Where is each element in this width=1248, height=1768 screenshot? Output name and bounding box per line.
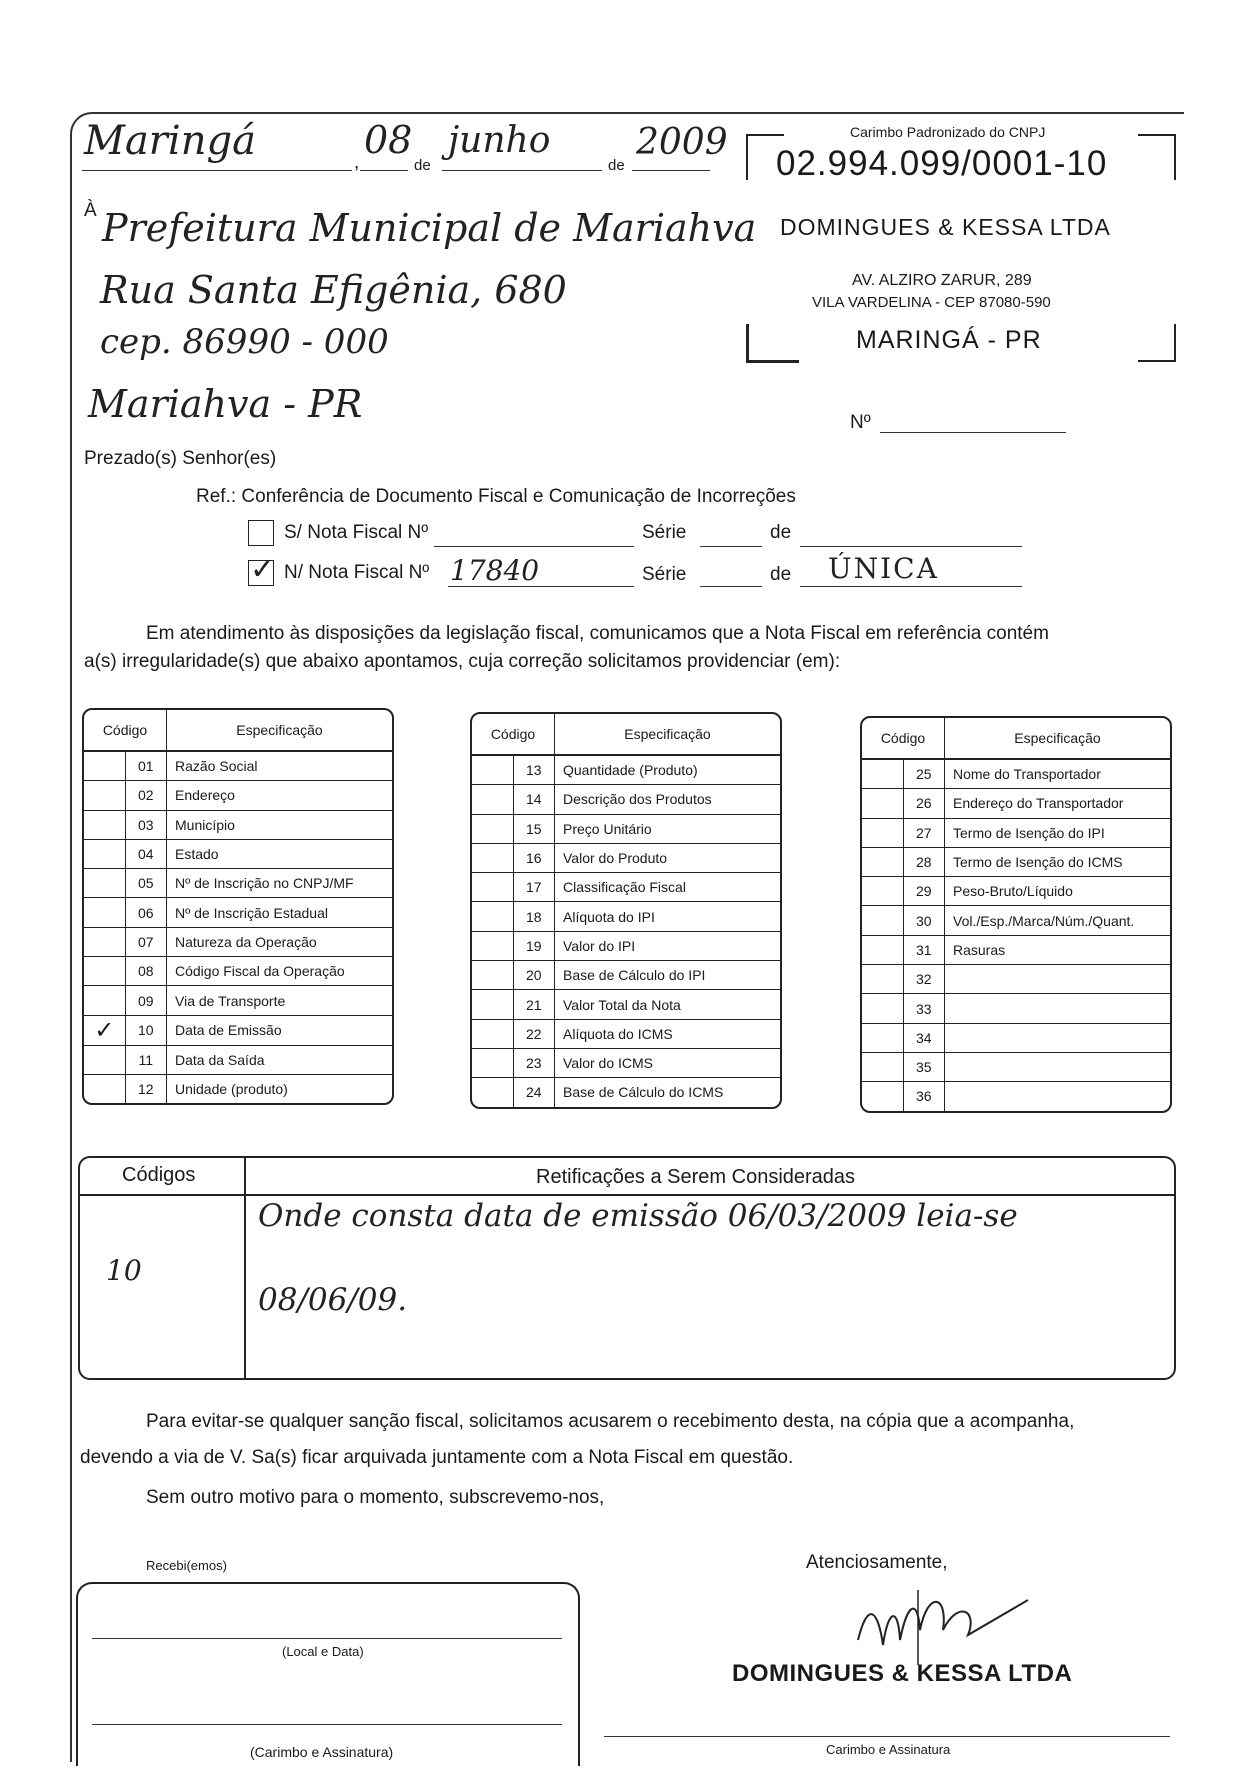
- codes-table-1: [82, 708, 394, 1105]
- retificacoes-divider-v: [244, 1158, 246, 1378]
- row-code: 10: [126, 1016, 168, 1046]
- n-nota-fiscal-serie-line: [700, 586, 762, 587]
- row-code: 16: [514, 844, 556, 873]
- s-nota-fiscal-number-line: [434, 546, 634, 547]
- receipt-local-data: (Local e Data): [282, 1644, 364, 1659]
- s-nota-fiscal-de-line: [800, 546, 1022, 547]
- table-row: [472, 844, 780, 873]
- row-code: 01: [126, 752, 168, 781]
- city-handwritten: Maringá: [84, 118, 256, 164]
- row-check-cell: [862, 936, 904, 965]
- s-nota-fiscal-serie-line: [700, 546, 762, 547]
- date-de-1: de: [414, 157, 431, 174]
- retificacoes-line-2: 08/06/09.: [258, 1282, 408, 1318]
- row-code: 20: [514, 961, 556, 990]
- row-code: 21: [514, 990, 556, 1019]
- row-check-cell: [472, 1049, 514, 1078]
- day-line: [360, 170, 408, 171]
- row-specification: Termo de Isenção do ICMS: [945, 848, 1170, 877]
- recipient-line-2: Rua Santa Efigênia, 680: [100, 268, 567, 312]
- n-nota-fiscal-de-value: ÚNICA: [828, 552, 939, 585]
- row-code: 29: [904, 877, 946, 906]
- table-row: [862, 819, 1170, 848]
- row-code: 31: [904, 936, 946, 965]
- row-code: 24: [514, 1078, 556, 1106]
- row-check-cell: [862, 819, 904, 848]
- numero-line: [880, 432, 1066, 433]
- row-check-cell: [472, 873, 514, 902]
- row-code: 07: [126, 928, 168, 957]
- table-row: [472, 961, 780, 990]
- row-code: 02: [126, 781, 168, 810]
- row-check-cell: [472, 756, 514, 785]
- table-row: [472, 1020, 780, 1049]
- receipt-local-line: [92, 1638, 562, 1639]
- table-row: [862, 1082, 1170, 1110]
- row-code: 05: [126, 869, 168, 898]
- row-specification: Rasuras: [945, 936, 1170, 965]
- row-check-cell: [472, 1078, 514, 1106]
- city-line: [82, 170, 352, 171]
- row-specification: Base de Cálculo do ICMS: [563, 1084, 724, 1101]
- recipient-line-1: Prefeitura Municipal de Mariahva: [102, 206, 757, 250]
- row-specification: Natureza da Operação: [167, 928, 392, 957]
- receipt-carimbo-line: [92, 1724, 562, 1725]
- row-specification: Município: [167, 811, 392, 840]
- row-specification: Classificação Fiscal: [555, 873, 780, 902]
- retificacoes-line-1: Onde consta data de emissão 06/03/2009 leia-se: [258, 1198, 1018, 1234]
- recipient-a-label: À: [84, 200, 97, 221]
- month-handwritten: junho: [448, 120, 551, 161]
- n-nota-fiscal-number: 17840: [450, 554, 540, 587]
- row-specification: Nº de Inscrição Estadual: [167, 898, 392, 927]
- row-specification: Data da Saída: [167, 1046, 392, 1075]
- row-check-cell: [862, 994, 904, 1023]
- spec-header: Especificação: [945, 718, 1170, 760]
- code-header: Código: [472, 714, 555, 756]
- row-check-cell: [472, 1020, 514, 1049]
- row-code: 13: [514, 756, 556, 785]
- signature-carimbo: Carimbo e Assinatura: [826, 1742, 951, 1757]
- row-specification: Endereço: [167, 781, 392, 810]
- retificacoes-code: 10: [106, 1254, 142, 1287]
- table-row: [84, 1016, 392, 1046]
- row-code: 14: [514, 785, 556, 814]
- year-handwritten: 2009: [636, 122, 728, 163]
- table-row: [862, 1024, 1170, 1053]
- row-code: 03: [126, 811, 168, 840]
- table-row: [862, 789, 1170, 818]
- recipient-line-4: Mariahva - PR: [88, 382, 363, 426]
- receipt-box: [76, 1582, 580, 1766]
- table-row: [84, 781, 392, 810]
- row-check-cell: [84, 898, 126, 927]
- stamp-company: DOMINGUES & KESSA LTDA: [780, 214, 1111, 240]
- table-row: [472, 815, 780, 844]
- row-code: 35: [904, 1053, 946, 1082]
- row-check-cell: [472, 902, 514, 931]
- row-specification: Quantidade (Produto): [555, 756, 780, 785]
- row-code: 18: [514, 902, 556, 931]
- table-row: [472, 902, 780, 931]
- row-check-cell: [84, 840, 126, 869]
- stamp-address-1: AV. ALZIRO ZARUR, 289: [852, 272, 1032, 289]
- row-check-cell: [84, 781, 126, 810]
- spec-header: Especificação: [167, 710, 392, 752]
- table-row: [472, 756, 780, 785]
- row-check-cell: [84, 1046, 126, 1075]
- row-specification: Alíquota do ICMS: [555, 1020, 780, 1049]
- stamp-corner-tr: [1138, 134, 1176, 180]
- row-check-cell: [84, 928, 126, 957]
- receipt-carimbo: (Carimbo e Assinatura): [250, 1744, 394, 1760]
- code-header: Código: [862, 718, 945, 760]
- row-check-cell: [84, 1075, 126, 1103]
- row-specification: Via de Transporte: [167, 986, 392, 1015]
- row-code: 06: [126, 898, 168, 927]
- row-code: 26: [904, 789, 946, 818]
- row-code: 33: [904, 994, 946, 1023]
- row-specification: Endereço do Transportador: [945, 789, 1170, 818]
- row-specification: [945, 994, 1170, 1023]
- reference-line: Ref.: Conferência de Documento Fiscal e Comunicação de Incorreções: [196, 486, 796, 507]
- row-specification: Razão Social: [167, 752, 392, 781]
- code-header: Código: [84, 710, 167, 752]
- stamp-caption: Carimbo Padronizado do CNPJ: [850, 124, 1046, 140]
- row-check-cell: [862, 1053, 904, 1082]
- intro-line-2: a(s) irregularidade(s) que abaixo apontamos, cuja correção solicitamos providenciar (em):: [84, 651, 841, 672]
- row-specification: Nº de Inscrição no CNPJ/MF: [167, 869, 392, 898]
- row-check-cell: [862, 760, 904, 789]
- table-row: [84, 928, 392, 957]
- table-row: [84, 898, 392, 927]
- row-specification: Valor Total da Nota: [555, 990, 780, 1019]
- row-code: 08: [126, 957, 168, 986]
- row-specification: Estado: [167, 840, 392, 869]
- n-nota-fiscal-de-label: de: [770, 564, 792, 585]
- row-specification: [945, 965, 1170, 994]
- table-row: [84, 957, 392, 986]
- salutation: Prezado(s) Senhor(es): [84, 448, 277, 469]
- row-code: 17: [514, 873, 556, 902]
- table-row: [84, 869, 392, 898]
- n-nota-fiscal-serie-label: Série: [642, 564, 687, 585]
- row-check-cell: [84, 869, 126, 898]
- table-row: [862, 906, 1170, 935]
- row-check-cell: [862, 789, 904, 818]
- table-row: [84, 752, 392, 781]
- n-nota-fiscal-number-line: [448, 586, 634, 587]
- cnpj-stamp: [740, 118, 1180, 368]
- table-row: [862, 848, 1170, 877]
- day-handwritten: 08: [364, 118, 413, 162]
- table-row: [862, 760, 1170, 789]
- row-code: 12: [126, 1075, 168, 1103]
- year-line: [632, 170, 710, 171]
- table-row: [472, 1078, 780, 1106]
- row-code: 23: [514, 1049, 556, 1078]
- row-check-cell: [862, 848, 904, 877]
- table-row: [472, 873, 780, 902]
- retificacoes-codes-header: Códigos: [122, 1164, 196, 1186]
- row-check-cell: [862, 965, 904, 994]
- row-code: 32: [904, 965, 946, 994]
- closing-line-2: devendo a via de V. Sa(s) ficar arquivada juntamente com a Nota Fiscal em questão.: [80, 1447, 794, 1468]
- row-check-cell: [862, 1024, 904, 1053]
- row-specification: Vol./Esp./Marca/Núm./Quant.: [945, 906, 1170, 935]
- retificacoes-title: Retificações a Serem Consideradas: [536, 1166, 856, 1188]
- row-specification: [945, 1082, 1170, 1110]
- row-code: 11: [126, 1046, 168, 1075]
- recipient-line-3: cep. 86990 - 000: [100, 322, 389, 362]
- table-row: [84, 1046, 392, 1075]
- n-nota-fiscal-check-mark: ✓: [250, 552, 276, 587]
- row-code: 30: [904, 906, 946, 935]
- table-row: [84, 1075, 392, 1103]
- table-row: [472, 932, 780, 961]
- row-specification: Descrição dos Produtos: [555, 785, 780, 814]
- row-check-cell: [862, 906, 904, 935]
- table-row: [84, 986, 392, 1015]
- row-check-cell: ✓: [84, 1016, 126, 1046]
- retificacoes-divider-h: [80, 1194, 1174, 1196]
- codes-table-3: [860, 716, 1172, 1113]
- table-row: [862, 965, 1170, 994]
- atenciosamente: Atenciosamente,: [806, 1552, 948, 1573]
- row-specification: Unidade (produto): [175, 1081, 288, 1098]
- n-nota-fiscal-de-line: [800, 586, 1022, 587]
- row-check-cell: [472, 815, 514, 844]
- closing-line-1: Para evitar-se qualquer sanção fiscal, solicitamos acusarem o recebimento desta, na cópia que a acompanha,: [146, 1411, 1075, 1432]
- table-row: [862, 1053, 1170, 1082]
- table-row: [84, 840, 392, 869]
- numero-label: Nº: [850, 412, 871, 433]
- row-code: 09: [126, 986, 168, 1015]
- table-row: [472, 785, 780, 814]
- row-check-cell: [472, 961, 514, 990]
- row-specification: Alíquota do IPI: [555, 902, 780, 931]
- row-code: 19: [514, 932, 556, 961]
- row-check-cell: [472, 785, 514, 814]
- table-row: [862, 877, 1170, 906]
- spec-header: Especificação: [555, 714, 780, 756]
- row-code: 04: [126, 840, 168, 869]
- date-de-2: de: [608, 157, 625, 174]
- row-check-cell: [84, 811, 126, 840]
- row-check-cell: [84, 986, 126, 1015]
- table-row: [472, 990, 780, 1019]
- row-specification: Peso-Bruto/Líquido: [945, 877, 1170, 906]
- row-check-cell: [862, 877, 904, 906]
- stamp-city: MARINGÁ - PR: [856, 326, 1042, 354]
- signature-company: DOMINGUES & KESSA LTDA: [732, 1660, 1073, 1687]
- row-code: 22: [514, 1020, 556, 1049]
- row-specification: Valor do IPI: [555, 932, 780, 961]
- stamp-address-2: VILA VARDELINA - CEP 87080-590: [812, 294, 1051, 311]
- codes-table-2: [470, 712, 782, 1109]
- row-specification: Código Fiscal da Operação: [167, 957, 392, 986]
- row-specification: [945, 1024, 1170, 1053]
- s-nota-fiscal-label: S/ Nota Fiscal Nº: [284, 522, 429, 543]
- row-code: 34: [904, 1024, 946, 1053]
- row-specification: [945, 1053, 1170, 1082]
- row-check-cell: [862, 1082, 904, 1110]
- row-check-cell: [84, 957, 126, 986]
- row-code: 15: [514, 815, 556, 844]
- row-specification: Valor do ICMS: [555, 1049, 780, 1078]
- row-code: 36: [904, 1082, 946, 1110]
- row-check-cell: [84, 752, 126, 781]
- stamp-corner-bl: [746, 324, 799, 363]
- closing-line-3: Sem outro motivo para o momento, subscrevemo-nos,: [146, 1487, 605, 1508]
- row-check-cell: [472, 990, 514, 1019]
- table-row: [862, 994, 1170, 1023]
- row-check-cell: [472, 932, 514, 961]
- row-specification: Preço Unitário: [555, 815, 780, 844]
- row-specification: Nome do Transportador: [945, 760, 1170, 789]
- month-line: [442, 170, 602, 171]
- s-nota-fiscal-checkbox: [248, 520, 274, 546]
- signature-scribble: [838, 1570, 1038, 1670]
- row-specification: Valor do Produto: [555, 844, 780, 873]
- table-row: [84, 811, 392, 840]
- intro-line-1: Em atendimento às disposições da legislação fiscal, comunicamos que a Nota Fiscal em referência contém: [146, 623, 1049, 644]
- n-nota-fiscal-label: N/ Nota Fiscal Nº: [284, 562, 430, 583]
- table-row: [472, 1049, 780, 1078]
- stamp-cnpj: 02.994.099/0001-10: [776, 144, 1108, 183]
- signature-line: [604, 1736, 1170, 1737]
- table-row: [862, 936, 1170, 965]
- row-code: 25: [904, 760, 946, 789]
- s-nota-fiscal-serie-label: Série: [642, 522, 687, 543]
- stamp-corner-br: [1138, 324, 1176, 362]
- row-code: 28: [904, 848, 946, 877]
- row-code: 27: [904, 819, 946, 848]
- row-specification: Data de Emissão: [167, 1016, 392, 1046]
- receipt-label: Recebi(emos): [146, 1558, 227, 1573]
- row-specification: Base de Cálculo do IPI: [555, 961, 780, 990]
- s-nota-fiscal-de-label: de: [770, 522, 792, 543]
- row-specification: Termo de Isenção do IPI: [945, 819, 1170, 848]
- row-check-cell: [472, 844, 514, 873]
- retificacoes-box: [78, 1156, 1176, 1380]
